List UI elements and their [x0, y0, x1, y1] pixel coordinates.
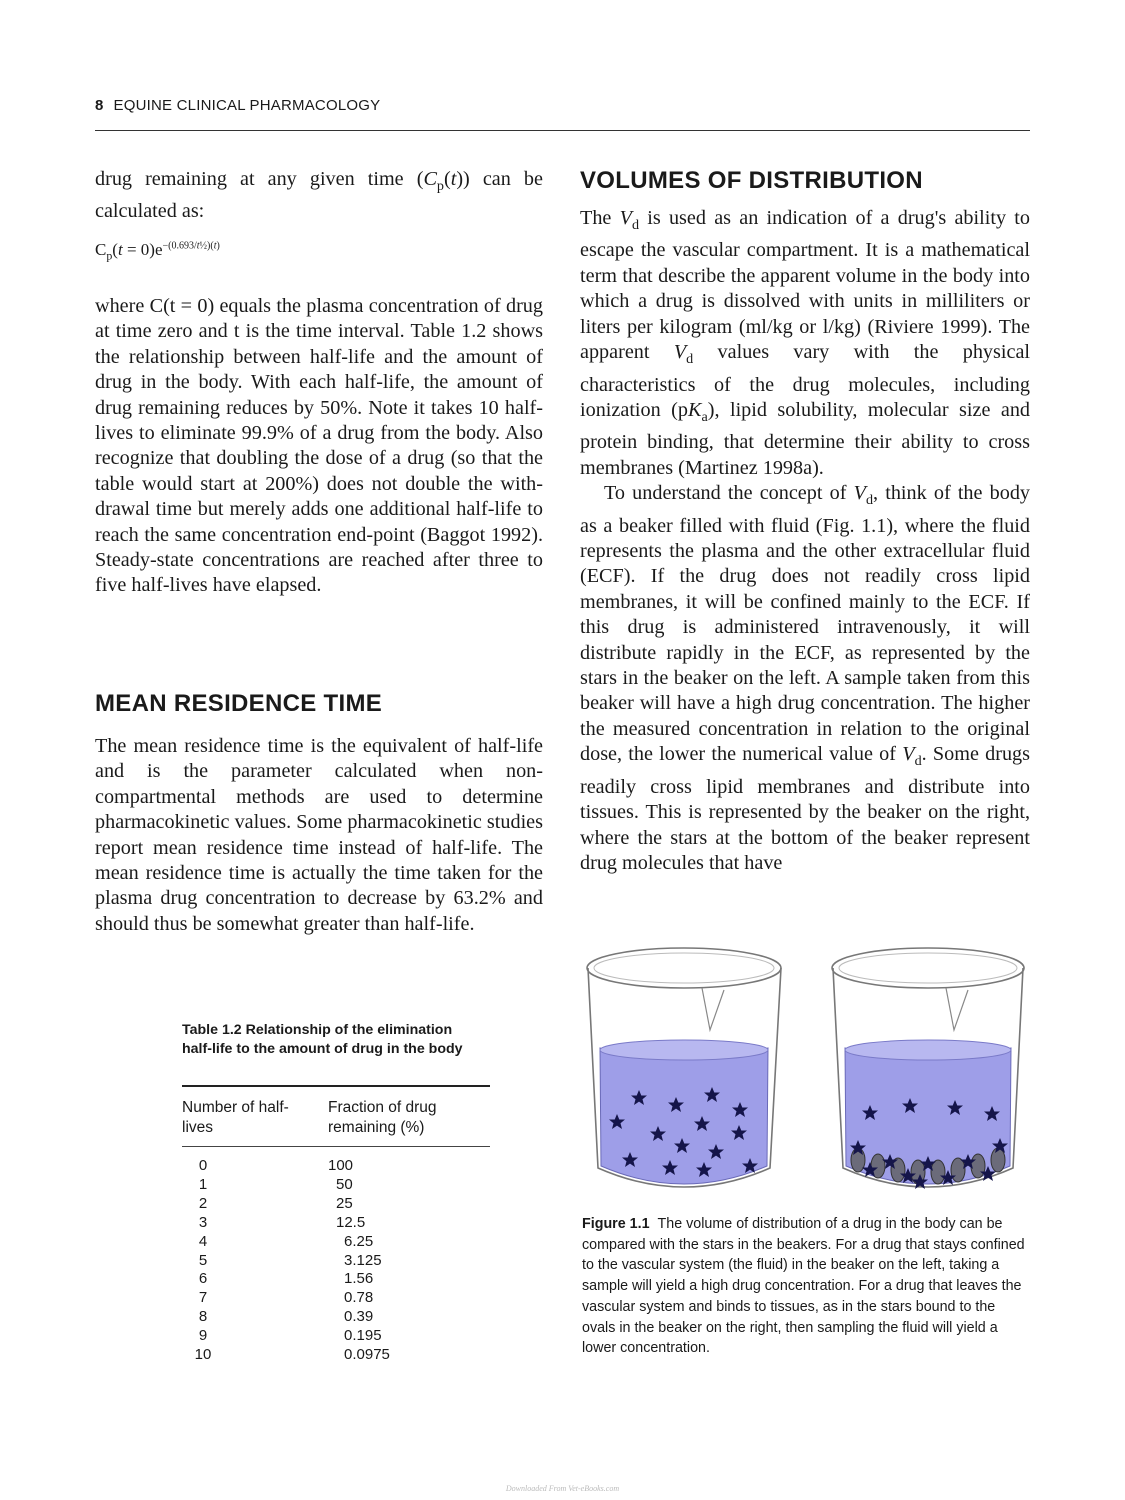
left-body	[95, 294, 543, 599]
figure-caption-text: The volume of distribution of a drug in the body can be compared with the stars in the beakers. For a drug that stays confined to the vascular system (the fluid) in the beaker on the left, taking a sample will yield a high drug concentration. For a drug that leaves the vascular system and binds to tissues, as in the stars bound to the ovals in the beaker on the right, then sampling the fluid will yield a lower concentration.	[582, 1216, 1025, 1357]
header-rule	[95, 130, 1030, 131]
table-header-rule	[182, 1146, 490, 1147]
table-cell-half-lives: 2	[198, 1194, 208, 1212]
table-header-fraction: Fraction of drug remaining (%)	[328, 1099, 437, 1136]
intro-paragraph: drug remaining at any given time $(C_p(t))$ can be calculated as:	[95, 168, 543, 223]
page-number: 8	[95, 97, 104, 114]
heading-volumes-of-distribution: VOLUMES OF DISTRIBUTION	[580, 167, 923, 194]
table-cell-half-lives: 4	[198, 1232, 208, 1250]
beaker-right	[832, 948, 1024, 1189]
table-cell-fraction: 0.39	[344, 1308, 374, 1326]
table-cell-fraction: 0.78	[344, 1289, 374, 1307]
table-column-half-lives	[188, 1157, 218, 1365]
right-body	[580, 206, 1030, 876]
half-life-formula: $C_p(t = 0)e^{-(0.693/t\frac{1}{2})(t)}$	[95, 240, 220, 263]
table-cell-half-lives: 3	[198, 1213, 208, 1231]
table-header-half-lives: Number of half-lives	[182, 1099, 289, 1136]
figure-label: Figure 1.1	[582, 1216, 650, 1232]
paragraph-vd-definition: The $V_d$ is used as an indication of a drug's ability to escape the vascular compartment. It is a mathematical term that describe the apparent volume in the body into which a drug is dissolved with units in milliliters or liters per kilogram (ml/kg or l/kg) (Riviere 1999). The apparent $V_d$ values vary with the physical characteristics of the drug molecules, including ionization $(pK_a)$, lipid solubility, molecular size and protein binding, that determine their ability to cross membranes (Martinez 1998a).	[580, 207, 1031, 479]
table-cell-half-lives: 0	[198, 1157, 208, 1174]
paragraph-mean-residence-time: The mean residence time is the equivalent of half-life and is the parameter calculated when non-compartmental methods are used to determine pharmacokinetic values. Some pharmacokinetic studies report mean residence time instead of half-life. The mean residence time is actually the time taken for the plasma drug concentration to decrease by 63.2% and should thus be somewhat greater than half-life.	[95, 735, 543, 935]
beaker-left	[587, 948, 781, 1187]
table-cell-fraction: 25	[336, 1194, 353, 1212]
table-top-rule	[182, 1085, 490, 1087]
table-cell-fraction: 0.0975	[344, 1346, 390, 1364]
table-caption: Table 1.2 Relationship of the elimination half-life to the amount of drug in the body	[182, 1022, 463, 1057]
mrt-body	[95, 734, 543, 937]
paragraph-half-life: where C(t = 0) equals the plasma concentration of drug at time zero and t is the time interval. Table 1.2 shows the relationship between half-life and the amount of drug in the body. With each half-life, the amount of drug remaining reduces by 50%. Note it takes 10 half-lives to eliminate 99.9% of a drug from the body. Also recognize that doubling the dose of a drug (so that the table would start at 200%) does not double the with-drawal time but merely adds one additional half-life to reach the same concentration end-point (Baggot 1992). Steady-state concentrations are reached after three to five half-lives have elapsed.	[95, 295, 543, 597]
table-cell-half-lives: 5	[198, 1251, 208, 1269]
table-cell-fraction: 6.25	[344, 1232, 374, 1250]
table-cell-half-lives: 10	[194, 1346, 212, 1364]
table-cell-half-lives: 1	[198, 1175, 208, 1193]
figure-caption	[582, 1214, 1032, 1359]
table-cell-fraction: 3.125	[344, 1251, 382, 1269]
watermark-footer: Downloaded From Vet-eBooks.com	[505, 1484, 620, 1493]
running-header	[95, 97, 380, 114]
figure-beakers	[584, 938, 1034, 1208]
table-cell-fraction: 50	[336, 1175, 353, 1193]
heading-mean-residence-time: MEAN RESIDENCE TIME	[95, 690, 383, 717]
table-cell-half-lives: 8	[198, 1308, 208, 1326]
table-cell-fraction: 0.195	[344, 1327, 382, 1345]
table-column-fraction	[328, 1157, 428, 1365]
table-cell-half-lives: 6	[198, 1270, 208, 1288]
table-cell-fraction: 1.56	[344, 1270, 374, 1288]
table-cell-fraction: 12.5	[336, 1213, 366, 1231]
table-cell-half-lives: 7	[198, 1289, 208, 1307]
table-cell-fraction: 100	[328, 1157, 354, 1174]
left-column	[95, 167, 543, 225]
running-title: EQUINE CLINICAL PHARMACOLOGY	[113, 97, 381, 114]
table-cell-half-lives: 9	[198, 1327, 208, 1345]
paragraph-vd-beaker: To understand the concept of $V_d$, think of the body as a beaker filled with fluid (Fig. 1.1), where the fluid represents the plasma and the other extracellular fluid (ECF). If the drug does not readily cross lipid membranes, it will be confined mainly to the ECF. If this drug is administered intravenously, it will distribute rapidly in the ECF, as represented by the stars in the beaker on the left. A sample taken from this beaker will have a high drug concentration. The higher the measured concentration in relation to the original dose, the lower the numerical value of $V_d$. Some drugs readily cross lipid membranes and distribute into tissues. This is represented by the beaker on the right, where the stars at the bottom of the beaker represent drug molecules that have	[580, 482, 1031, 874]
